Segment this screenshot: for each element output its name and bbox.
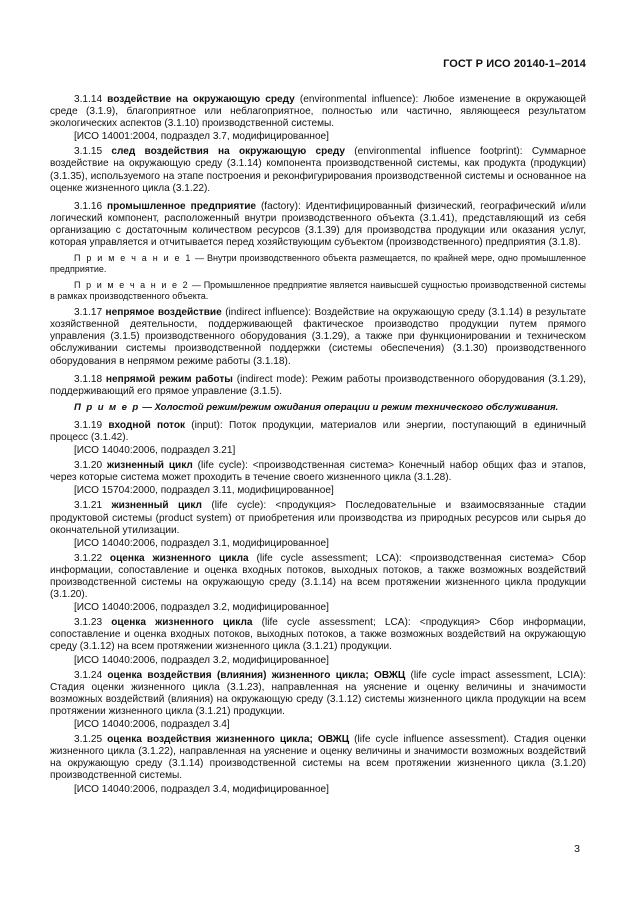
term-entry-3-1-19 [50,420,586,444]
note-label: П р и м е ч а н и е 2 [74,280,190,291]
term-name: воздействие на окружающую среду [107,94,295,105]
term-definition: (life cycle assessment; LCA): <продукция> Сбор информации, сопоставление и оценка входных потоков, выходных потоков, а также возможных воздействий на окружающую среду (3.1.12) на всем протяжении жизненного цикла (3.1.21) продукции. [50,617,586,653]
term-definition: (environmental influence footprint): Суммарное воздействие на окружающую среду (3.1.14) компонента производственной системы, как продукта (продукции) (3.1.35), используемого на этапе построения и реконфигурирования производственной системы и основанное на оценке жизненного цикла (3.1.22). [50,146,586,194]
term-definition: (environmental influence): Любое изменение в окружающей среде (3.1.9), благоприятное или неблагоприятное, полностью или частично, являющееся результатом экологических аспектов (3.1.10) производственной системы. [50,94,586,130]
term-name: непрямое воздействие [105,307,222,319]
term-number: 3.1.16 [74,200,103,212]
term-number: 3.1.15 [74,146,103,158]
term-name: входной поток [108,419,186,431]
term-number: 3.1.17 [74,307,103,319]
term-number: 3.1.18 [74,373,103,385]
term-entry-3-1-22 [50,553,586,601]
document-body [50,94,586,799]
term-definition: (input): Поток продукции, материалов или энергии, поступающий в единичный процесс (3.1.42). [50,419,586,443]
term-name: оценка воздействия (влияния) жизненного цикла; ОВЖЦ [107,669,406,681]
term-number: 3.1.24 [74,669,103,681]
term-entry-3-1-18 [50,374,586,398]
term-name: оценка воздействия жизненного цикла; ОВЖЦ [107,734,350,746]
term-name: непрямой режим работы [105,373,233,385]
term-entry-3-1-23 [50,617,586,653]
term-name: жизненный цикл [111,500,202,512]
term-entry-3-1-17 [50,307,586,367]
note-text: — Промышленное предприятие является наивысшей сущностью производственной системы в рамках производственного объекта. [50,280,586,302]
term-number: 3.1.14 [74,94,103,105]
example [50,402,586,414]
term-name: оценка жизненного цикла [109,552,249,564]
term-definition: (life cycle influence assessment). Стадия оценки жизненного цикла (3.1.22), направленная на уяснение и оценку величины и значимости возможных воздействий на окружающую среду (3.1.14) производственной системы на всем протяжении жизненного цикла (3.1.20) производственной системы. [50,734,586,782]
term-source: [ИСО 14040:2006, подраздел 3.4] [74,719,230,731]
term-definition: (life cycle assessment; LCA): <производственная система> Сбор информации, сопоставление и оценка входных потоков, выходных потоков, а также возможных воздействий производственной системы на окружающую среду (3.1.14) на всем протяжении жизненного цикла продукции (3.1.20). [50,552,586,601]
term-source: [ИСО 14040:2006, подраздел 3.2, модифицированное] [74,654,329,666]
term-name: жизненный цикл [106,460,193,472]
term-source: [ИСО 14001:2004, подраздел 3.7, модифицированное] [74,131,329,143]
term-definition: (life cycle impact assessment, LCIA): Стадия оценки жизненного цикла (3.1.23), направленная на уяснение и оценку величины и значимости возможных воздействий (влияния) на окружающую среду (3.1.12) системы жизненного цикла продукции на всем протяжении жизненного цикла (3.1.21) продукции. [50,669,587,717]
term-definition: (indirect mode): Режим работы производственного оборудования (3.1.29), поддерживающий его прямое управление (3.1.5). [50,373,586,397]
note-1 [50,253,586,275]
term-source: [ИСО 14040:2006, подраздел 3.4, модифицированное] [74,783,329,795]
note-2 [50,280,586,302]
term-number: 3.1.25 [74,734,103,746]
term-definition: (indirect influence): Воздействие на окружающую среду (3.1.14) в результате хозяйственной деятельности, поддерживающей фактическое производство продукции путем прямого управления (3.1.5) производственного оборудования (3.1.29), а также при функционировании и техническом обслуживании системы производственной поддержки (системы обеспечения) (3.1.30) производственного оборудования в непрямом режиме работы (3.1.18). [50,307,586,367]
term-entry-3-1-21 [50,500,586,536]
example-text: — Холостой режим/режим ожидания операции и режим технического обслуживания. [139,401,559,413]
note-label: П р и м е ч а н и е 1 [74,253,192,264]
term-entry-3-1-16 [50,201,586,249]
term-number: 3.1.23 [74,617,103,629]
page-number: 3 [574,843,580,855]
note-text: — Внутри производственного объекта размещается, по крайней мере, одно промышленное предприятие. [50,253,586,275]
term-name: след воздействия на окружающую среду [111,146,346,158]
document-header: ГОСТ Р ИСО 20140-1–2014 [443,58,586,70]
example-label: П р и м е р [74,401,140,413]
term-number: 3.1.19 [74,419,103,431]
term-entry-3-1-14 [50,94,586,130]
term-entry-3-1-25 [50,734,586,782]
term-entry-3-1-15 [50,146,586,194]
term-name: оценка жизненного цикла [111,617,253,629]
term-source: [ИСО 14040:2006, подраздел 3.2, модифицированное] [74,602,329,614]
term-source: [ИСО 15704:2000, подраздел 3.11, модифицированное] [74,485,334,497]
term-definition: (life cycle): <производственная система> Конечный набор общих фаз и этапов, через которые система может проходить в течение своего жизненного цикла (3.1.28). [50,460,586,484]
term-entry-3-1-24 [50,670,586,718]
term-number: 3.1.22 [74,552,103,564]
term-source: [ИСО 14040:2006, подраздел 3.1, модифицированное] [74,537,329,549]
term-entry-3-1-20 [50,460,586,484]
term-number: 3.1.21 [74,500,103,512]
term-definition: (factory): Идентифицированный физический, географический и/или логический компонент, расположенный внутри производственного объекта (3.1.41), представляющий из себя организацию с достаточным количеством ресурсов (3.1.39) для производства продукции или оказания услуг, которая управляется и отчитывается перед хозяйствующим субъектом (производственного) предприятия (3.1.8). [50,200,586,249]
term-name: промышленное предприятие [107,200,257,212]
term-number: 3.1.20 [74,460,103,472]
term-definition: (life cycle): <продукция> Последовательные и взаимосвязанные стадии продуктовой системы (product system) от приобретения или производства из природных ресурсов или сырья до окончательной утилизации. [50,500,586,536]
term-source: [ИСО 14040:2006, подраздел 3.21] [74,445,236,457]
